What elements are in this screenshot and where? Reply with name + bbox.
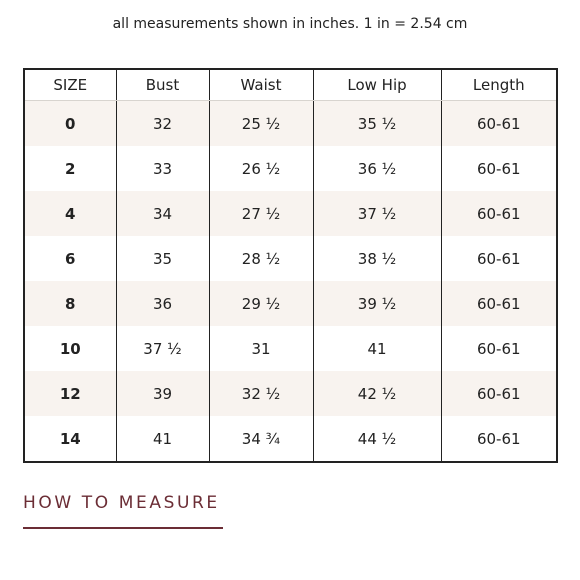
length-cell: 60-61 [441, 371, 557, 416]
low-hip-cell: 38 ½ [313, 236, 441, 281]
low-hip-cell: 41 [313, 326, 441, 371]
length-cell: 60-61 [441, 281, 557, 326]
waist-cell: 25 ½ [209, 101, 313, 147]
length-cell: 60-61 [476, 339, 521, 358]
bust-cell: 35 [116, 236, 209, 281]
bust-cell: 36 [116, 281, 209, 326]
table-row [24, 236, 557, 281]
header-low-hip: Low Hip [313, 69, 441, 101]
length-cell: 60-61 [476, 159, 521, 178]
bust-cell: 39 [116, 371, 209, 416]
waist-cell: 28 ½ [209, 236, 313, 281]
table-row [24, 371, 557, 416]
size-cell: 0 [24, 101, 116, 147]
low-hip-cell: 42 ½ [313, 371, 441, 416]
length-cell: 60-61 [441, 101, 557, 147]
size-cell: 6 [24, 236, 116, 281]
waist-cell: 31 [209, 326, 313, 371]
heading-underline [23, 527, 223, 529]
low-hip-cell: 35 ½ [313, 101, 441, 147]
table-row [24, 191, 557, 236]
low-hip-cell: 39 ½ [313, 281, 441, 326]
size-cell: 4 [24, 191, 116, 236]
bust-cell: 37 ½ [116, 326, 209, 371]
low-hip-cell: 44 ½ [313, 416, 441, 462]
header-bust: Bust [116, 69, 209, 101]
header-length: Length [441, 69, 557, 101]
size-cell: 2 [24, 146, 116, 191]
how-to-measure-heading[interactable]: HOW TO MEASURE [23, 493, 220, 513]
waist-cell: 34 ¾ [209, 416, 313, 462]
waist-cell: 26 ½ [209, 146, 313, 191]
low-hip-cell: 36 ½ [313, 146, 441, 191]
length-cell: 60-61 [476, 249, 521, 268]
low-hip-cell: 37 ½ [313, 191, 441, 236]
waist-cell: 32 ½ [209, 371, 313, 416]
header-size: SIZE [24, 69, 116, 101]
table-row [24, 416, 557, 462]
size-cell: 12 [24, 371, 116, 416]
table-row [24, 281, 557, 326]
length-cell: 60-61 [441, 191, 557, 236]
measurement-note: all measurements shown in inches. 1 in = 2.54 cm [112, 16, 468, 32]
bust-cell: 32 [116, 101, 209, 147]
waist-cell: 27 ½ [209, 191, 313, 236]
bust-cell: 41 [116, 416, 209, 462]
bust-cell: 34 [116, 191, 209, 236]
waist-cell: 29 ½ [209, 281, 313, 326]
table-row [24, 101, 557, 147]
table-row [24, 146, 557, 191]
size-cell: 8 [24, 281, 116, 326]
size-cell: 14 [24, 416, 116, 462]
table-row [24, 326, 557, 371]
bust-cell: 33 [116, 146, 209, 191]
size-chart-table [23, 68, 558, 463]
length-cell: 60-61 [476, 429, 521, 448]
table-header-row [24, 69, 557, 101]
size-cell: 10 [24, 326, 116, 371]
header-waist: Waist [209, 69, 313, 101]
